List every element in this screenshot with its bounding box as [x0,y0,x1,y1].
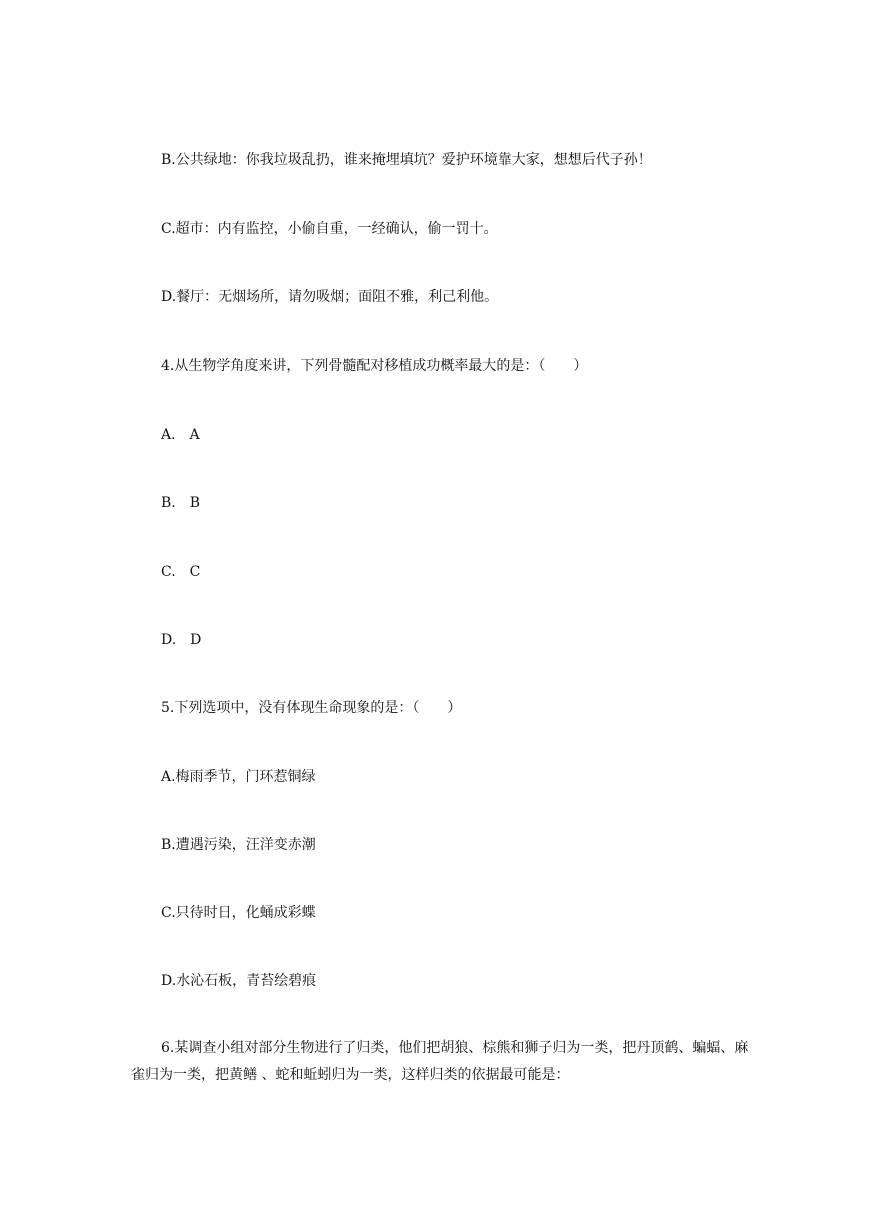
question-4-option-c: C. C [161,564,201,580]
question-4-stem: 4.从生物学角度来讲，下列骨髓配对移植成功概率最大的是：（ ） [161,358,588,374]
question-5-stem: 5.下列选项中，没有体现生命现象的是：（ ） [161,700,462,716]
question-5-option-a: A.梅雨季节，门环惹铜绿 [161,769,316,785]
question-4-option-b: B. B [161,495,201,511]
question-4-option-d: D. D [161,632,202,648]
question-3-option-b: B.公共绿地：你我垃圾乱扔，谁来掩埋填坑？爱护环境靠大家，想想后代子孙！ [161,152,652,168]
question-6-stem: 6.某调查小组对部分生物进行了归类，他们把胡狼、棕熊和狮子归为一类，把丹顶鹤、蝙蝠、麻雀归为一类，把黄鳝 、蛇和蚯蚓归为一类，这样归类的依据最可能是： [131,1040,749,1083]
question-5-option-d: D.水沁石板，青苔绘碧痕 [161,973,317,989]
question-5-option-c: C.只待时日，化蛹成彩蝶 [161,905,316,921]
question-3-option-d: D.餐厅：无烟场所，请勿吸烟；面阻不雅，利己利他。 [161,289,499,305]
question-3-option-c: C.超市：内有监控，小偷自重，一经确认，偷一罚十。 [161,221,498,237]
question-4-option-a: A. A [161,427,200,443]
question-5-option-b: B.遭遇污染，汪洋变赤潮 [161,837,316,853]
